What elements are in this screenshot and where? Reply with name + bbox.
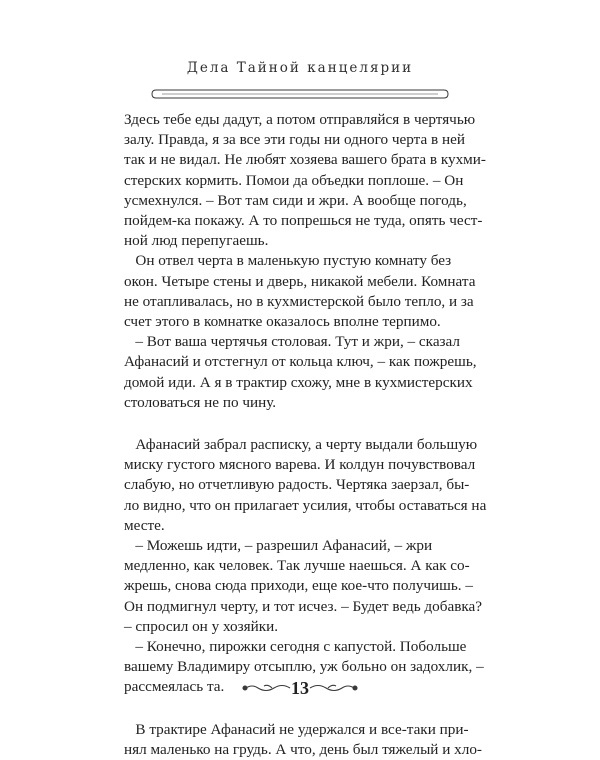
text-line: не отапливалась, но в кухмистерской было тепло, и за: [124, 292, 474, 310]
text-line: усмехнулся. – Вот там сиди и жри. А вообще погодь,: [124, 191, 467, 209]
text-line: слабую, но отчетливую радость. Чертяка заерзал, бы-: [124, 476, 470, 494]
right-flourish-icon: [308, 682, 358, 694]
running-head-title: Дела Тайной канцелярии: [186, 60, 414, 76]
text-line: ло видно, что он прилагает усилия, чтобы оставаться на: [124, 496, 487, 514]
text-line: – Можешь идти, – разрешил Афанасий, – жри: [124, 537, 433, 555]
text-line: рассмеялась та.: [124, 678, 225, 696]
section-break: [124, 698, 502, 720]
text-line: домой иди. А я в трактир схожу, мне в кухмистерских: [124, 373, 473, 391]
text-line: пойдем-ка покажу. А то попрешься не туда, опять чест-: [124, 212, 483, 230]
text-line: – Вот ваша чертячья столовая. Тут и жри, – сказал: [124, 333, 461, 351]
text-line: Здесь тебе еды дадут, а потом отправляйся в чертячью: [124, 111, 476, 128]
text-line: столоваться не по чину.: [124, 393, 277, 411]
text-line: так и не видал. Не любят хозяева вашего брата в кухми-: [124, 151, 486, 169]
text-line: окон. Четыре стены и дверь, никакой мебели. Комната: [124, 272, 476, 290]
section-break: [124, 413, 502, 435]
page-footer: [200, 676, 400, 700]
text-line: – спросил он у хозяйки.: [124, 617, 279, 635]
text-line: Афанасий забрал расписку, а черту выдали большую: [124, 436, 478, 454]
page-number: 13: [291, 678, 309, 698]
text-line: медленно, как человек. Так лучше наешься. А как со-: [124, 557, 470, 575]
main-text: [124, 110, 502, 760]
text-line: жрешь, снова сюда приходи, еще кое-что получишь. –: [124, 577, 473, 595]
text-line: нял маленько на грудь. А что, день был тяжелый и хло-: [124, 740, 482, 758]
text-line: Афанасий и отстегнул от кольца ключ, – как пожрешь,: [124, 353, 477, 371]
text-line: вашему Владимиру отсыплю, уж больно он задохлик, –: [124, 658, 484, 676]
text-line: стерских кормить. Помои да объедки поплоше. – Он: [124, 171, 464, 189]
text-line: – Конечно, пирожки сегодня с капустой. Побольше: [124, 638, 467, 656]
text-line: счет этого в комнатке оказалось вполне терпимо.: [124, 313, 441, 331]
text-line: месте.: [124, 516, 165, 534]
text-line: В трактире Афанасий не удержался и все-таки при-: [124, 720, 469, 738]
text-line: Он отвел черта в маленькую пустую комнату без: [124, 252, 452, 270]
text-line: ной люд перепугаешь.: [124, 232, 269, 250]
text-line: залу. Правда, я за все эти годы ни одного черта в ней: [124, 131, 465, 149]
text-line: миску густого мясного варева. И колдун почувствовал: [124, 456, 476, 474]
header-ornament-rule: [150, 82, 450, 108]
text-line: Он подмигнул черту, и тот исчез. – Будет ведь добавка?: [124, 597, 483, 615]
